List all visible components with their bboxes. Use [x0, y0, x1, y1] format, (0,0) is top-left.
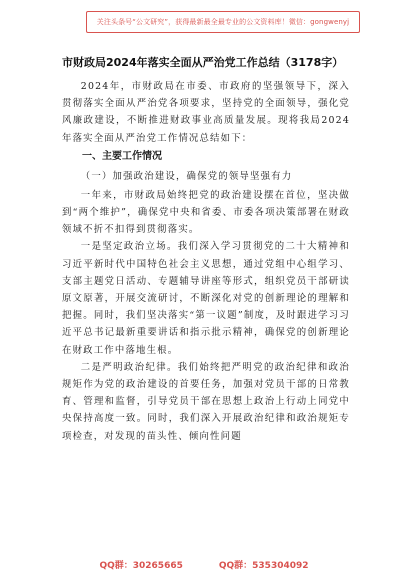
document-title: 市财政局2024年落实全面从严治党工作总结（3178字）	[62, 56, 344, 69]
intro-paragraph: 2024年，市财政局在市委、市政府的坚强领导下，深入贯彻落实全面从严治党各项要求，坚持党的全面领导，强化党风廉政建设，不断推进财政事业高质量发展。现将我局2024年落实全面从严治党工作情况总结如下：	[62, 81, 350, 144]
top-banner	[86, 11, 360, 33]
qq-group-1: QQ群：30265665	[99, 561, 183, 571]
body-paragraph: 一年来，市财政局始终把党的政治建设摆在首位，坚决做到“两个维护”，确保党中央和省委、市委各项决策部署在财政领域不折不扣得到贯彻落实。	[62, 189, 350, 236]
body-paragraph: 二是严明政治纪律。我们始终把严明党的政治纪律和政治规矩作为党的政治建设的首要任务，加强对党员干部的日常教育、管理和监督，引导党员干部在思想上政治上行动上同党中央保持高度一致。同时，我们深入开展政治纪律和政治规矩专项检查，对发现的苗头性、倾向性问题	[62, 361, 350, 442]
banner-text: 关注头条号“公文研究”，获得最新最全最专业的公文资料库！微信：gongwenyj	[96, 18, 350, 26]
section-heading: 一、主要工作情况	[82, 150, 162, 162]
subsection-heading: （一）加强政治建设，确保党的领导坚强有力	[80, 170, 293, 182]
body-paragraph: 一是坚定政治立场。我们深入学习贯彻党的二十大精神和习近平新时代中国特色社会主义思想，通过党组中心组学习、支部主题党日活动、专题辅导讲座等形式，组织党员干部研读原文原著，开展交流研讨，不断深化对党的创新理论的理解和把握。同时，我们坚决落实“第一议题”制度，及时跟进学习习近平总书记最新重要讲话和指示批示精神，确保党的创新理论在财政工作中落地生根。	[62, 241, 350, 356]
footer	[0, 558, 408, 571]
qq-group-2: QQ群：535304092	[218, 561, 309, 571]
document-body	[62, 78, 350, 445]
